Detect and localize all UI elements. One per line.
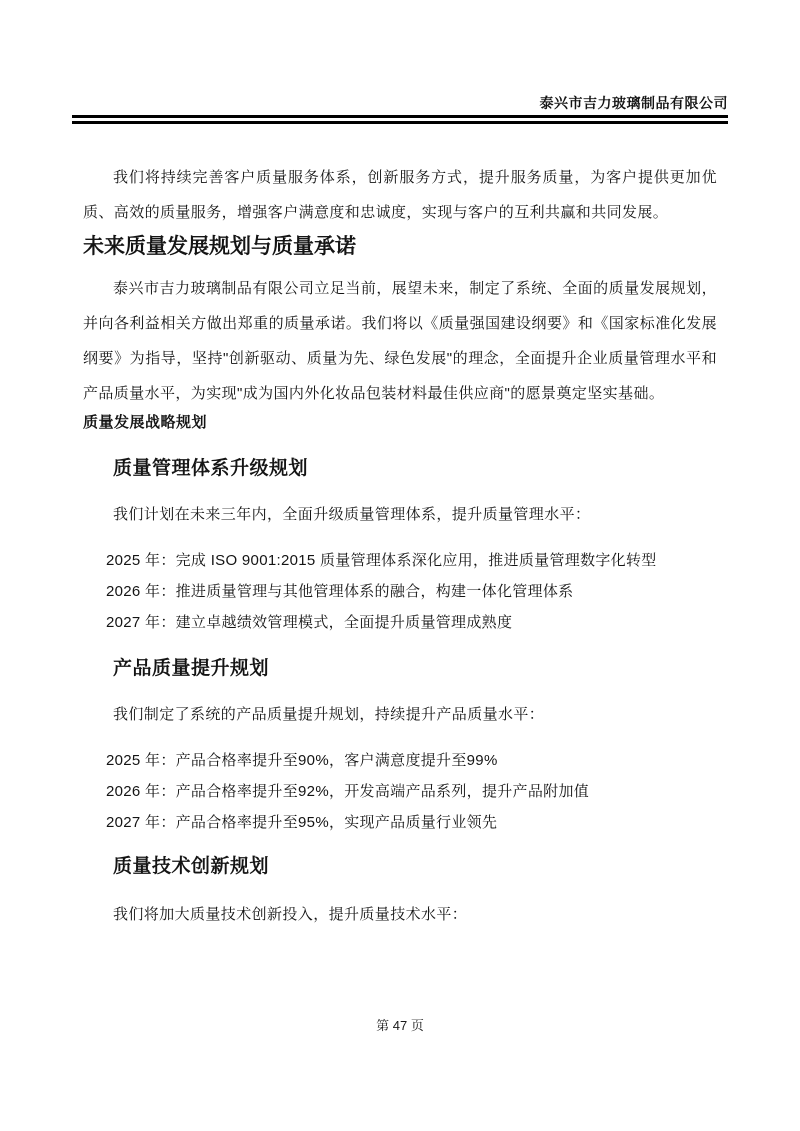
plan-item-list — [106, 745, 717, 838]
plan-item-2026: 2026 年：推进质量管理与其他管理体系的融合，构建一体化管理体系 — [106, 583, 574, 600]
main-heading-future-quality: 未来质量发展规划与质量承诺 — [83, 235, 356, 258]
plan-item-2026: 2026 年：产品合格率提升至92%，开发高端产品系列，提升产品附加值 — [106, 783, 590, 800]
page-footer — [0, 1016, 800, 1036]
plan-item-list — [106, 545, 717, 638]
header-rule — [72, 115, 728, 124]
future-plan-paragraph: 泰兴市吉力玻璃制品有限公司立足当前，展望未来，制定了系统、全面的质量发展规划，并向各利益相关方做出郑重的质量承诺。我们将以《质量强国建设纲要》和《国家标准化发展纲要》为指导，坚持"创新驱动、质量为先、绿色发展"的理念，全面提升企业质量管理水平和产品质量水平，为实现"成为国内外化妆品包装材料最佳供应商"的愿景奠定坚实基础。 — [83, 280, 717, 402]
page-header — [72, 0, 728, 112]
section-product-quality-improvement — [83, 656, 717, 838]
section-intro: 我们将加大质量技术创新投入，提升质量技术水平： — [113, 906, 468, 923]
section-intro: 我们计划在未来三年内，全面升级质量管理体系，提升质量管理水平： — [113, 506, 591, 523]
document-body — [83, 160, 717, 932]
plan-item-2027: 2027 年：建立卓越绩效管理模式，全面提升质量管理成熟度 — [106, 614, 513, 631]
header-company-name: 泰兴市吉力玻璃制品有限公司 — [539, 95, 728, 111]
section-quality-technology-innovation — [83, 854, 717, 932]
service-commitment-paragraph: 我们将持续完善客户质量服务体系，创新服务方式，提升服务质量，为客户提供更加优质、高效的质量服务，增强客户满意度和忠诚度，实现与客户的互利共赢和共同发展。 — [83, 169, 717, 221]
section-title: 产品质量提升规划 — [113, 658, 270, 679]
section-title: 质量管理体系升级规划 — [113, 458, 309, 479]
section-intro: 我们制定了系统的产品质量提升规划，持续提升产品质量水平： — [113, 706, 545, 723]
plan-item-2025: 2025 年：产品合格率提升至90%，客户满意度提升至99% — [106, 752, 498, 769]
plan-item-2025: 2025 年：完成 ISO 9001:2015 质量管理体系深化应用，推进质量管理数字化转型 — [106, 552, 657, 569]
strategy-heading: 质量发展战略规划 — [83, 414, 208, 431]
section-title: 质量技术创新规划 — [113, 856, 270, 877]
plan-item-2027: 2027 年：产品合格率提升至95%，实现产品质量行业领先 — [106, 814, 498, 831]
page-number: 第 47 页 — [376, 1018, 424, 1033]
section-quality-management-upgrade — [83, 456, 717, 638]
